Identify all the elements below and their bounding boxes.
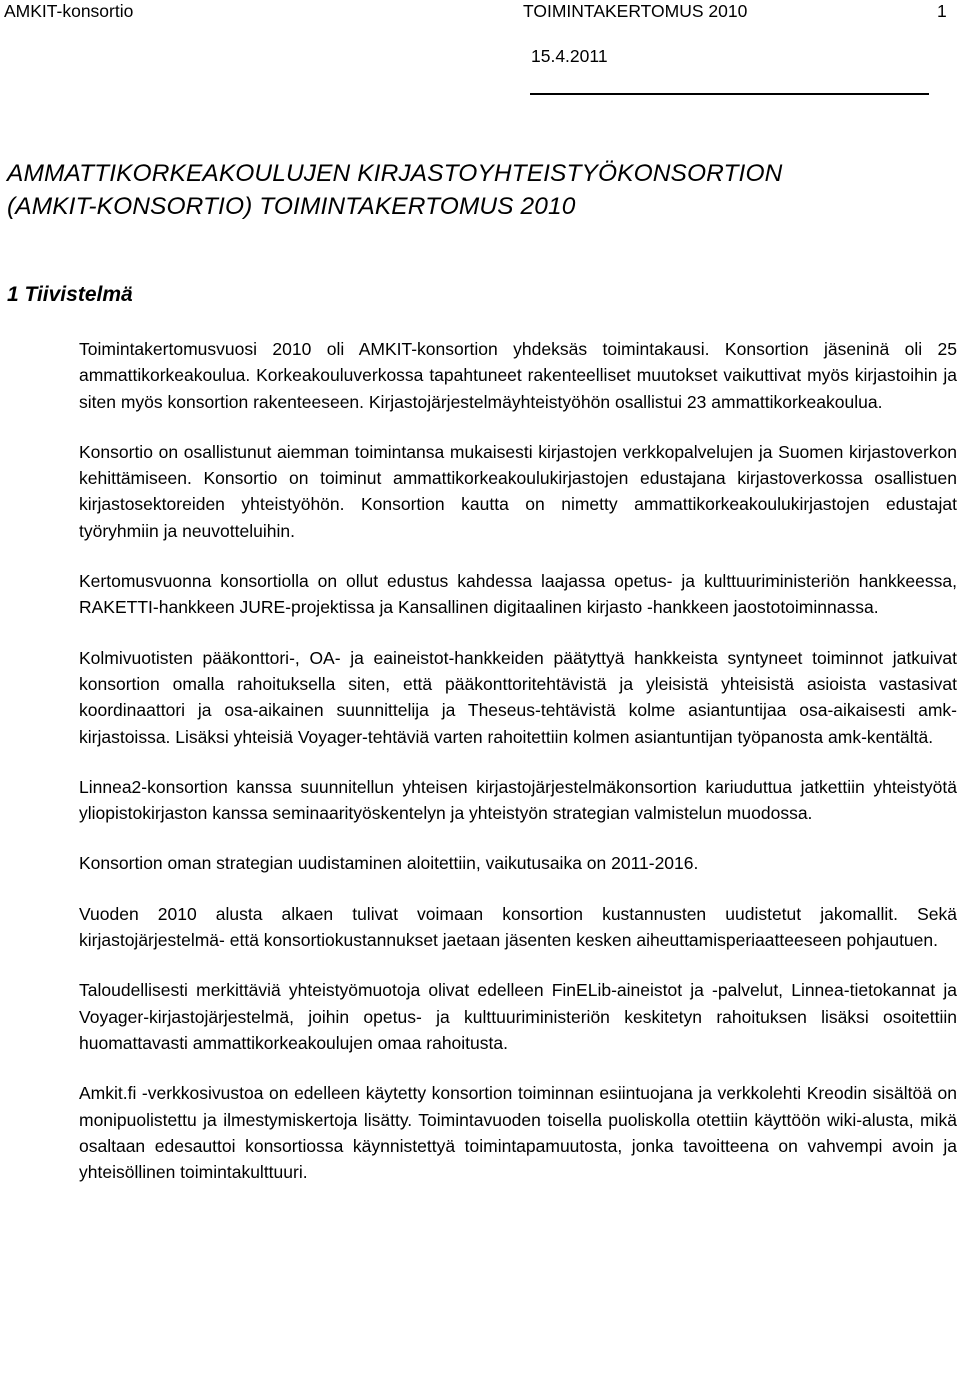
document-title-line-2: (AMKIT-KONSORTIO) TOIMINTAKERTOMUS 2010	[7, 193, 576, 220]
paragraph-website: Amkit.fi -verkkosivustoa on edelleen käytetty konsortion toiminnan esiintuojana ja verkkolehti Kreodin sisältöä on monipuolistettu ja ilmestymiskertoja lisätty. Toimintavuoden toisella puoliskolla otettiin käyttöön wiki-alusta, mikä osaltaan edesauttoi konsortiossa käynnistettyä toimintapamuutosta, jonka tavoitteena on vahvempi avoin ja yhteisöllinen toimintakulttuuri.	[79, 1083, 957, 1183]
paragraph-funding: Kolmivuotisten pääkonttori-, OA- ja eaineistot-hankkeiden päätyttyä hankkeista syntyneet toiminnot jatkuivat konsortion omalla rahoituksella siten, että pääkonttoritehtävistä ja yleisistä yhteisistä asioista vastasivat koordinaattori ja osa-aikainen suunnittelija ja Theseus-tehtävistä kolme asiantuntijaa osa-aikaisesti amk-kirjastoissa. Lisäksi yhteisiä Voyager-tehtäviä varten rahoitettiin kolmen asiantuntijan työpanosta amk-kentältä.	[79, 647, 957, 747]
header-divider	[530, 93, 929, 95]
paragraph-strategy: Konsortion oman strategian uudistaminen aloitettiin, vaikutusaika on 2011-2016.	[79, 853, 699, 874]
paragraph-network-development: Konsortio on osallistunut aiemman toimintansa mukaisesti kirjastojen verkkopalvelujen ja Suomen kirjastoverkon kehittämiseen. Konsortio on toiminut ammattikorkeakoulukirjastojen edustajana kirjastoverkossa osallistuen kirjastosektoreiden yhteistyöhön. Konsortion kautta on nimetty ammattikorkeakoulukirjastojen edustajat työryhmiin ja neuvotteluihin.	[79, 441, 957, 541]
paragraph-cost-models: Vuoden 2010 alusta alkaen tulivat voimaan konsortion kustannusten uudistetut jakomallit. Sekä kirjastojärjestelmä- että konsortiokustannukset jaetaan jäsenten kesken aiheuttamisperiaatteeseen pohjautuen.	[79, 903, 957, 951]
paragraph-cooperation: Taloudellisesti merkittäviä yhteistyömuotoja olivat edelleen FinELib-aineistot ja -palvelut, Linnea-tietokannat ja Voyager-kirjastojärjestelmä, joihin opetus- ja kulttuuriministeriön keskitetyn rahoituksen lisäksi osoitettiin huomattavasti ammattikorkeakoulujen omaa rahoitusta.	[79, 980, 957, 1053]
header-org: AMKIT-konsortio	[4, 1, 134, 21]
header-doc-title: TOIMINTAKERTOMUS 2010	[523, 1, 748, 21]
paragraph-ministry-projects: Kertomusvuonna konsortiolla on ollut edustus kahdessa laajassa opetus- ja kulttuuriministeriön hankkeessa, RAKETTI-hankkeen JURE-projektissa ja Kansallinen digitaalinen kirjasto -hankkeen jaostotoiminnassa.	[79, 571, 957, 618]
document-title	[7, 157, 947, 223]
header-page-number: 1	[937, 1, 947, 21]
section-heading: 1 Tiivistelmä	[7, 283, 133, 306]
body-text	[79, 336, 957, 1185]
header-date: 15.4.2011	[531, 46, 608, 66]
document-title-line-1: AMMATTIKORKEAKOULUJEN KIRJASTOYHTEISTYÖKONSORTION	[7, 160, 783, 187]
paragraph-summary-intro: Toimintakertomusvuosi 2010 oli AMKIT-konsortion yhdeksäs toimintakausi. Konsortion jäseninä oli 25 ammattikorkeakoulua. Korkeakouluverkossa tapahtuneet rakenteelliset muutokset vaikuttivat myös kirjastoihin ja siten myös konsortion rakenteeseen. Kirjastojärjestelmäyhteistyöhön osallistui 23 ammattikorkeakoulua.	[79, 339, 957, 412]
paragraph-linnea2: Linnea2-konsortion kanssa suunnitellun yhteisen kirjastojärjestelmäkonsortion kariuduttua jatkettiin yhteistyötä yliopistokirjaston kanssa seminaarityöskentelyn ja yhteistyön strategian valmistelun muodossa.	[79, 776, 957, 824]
